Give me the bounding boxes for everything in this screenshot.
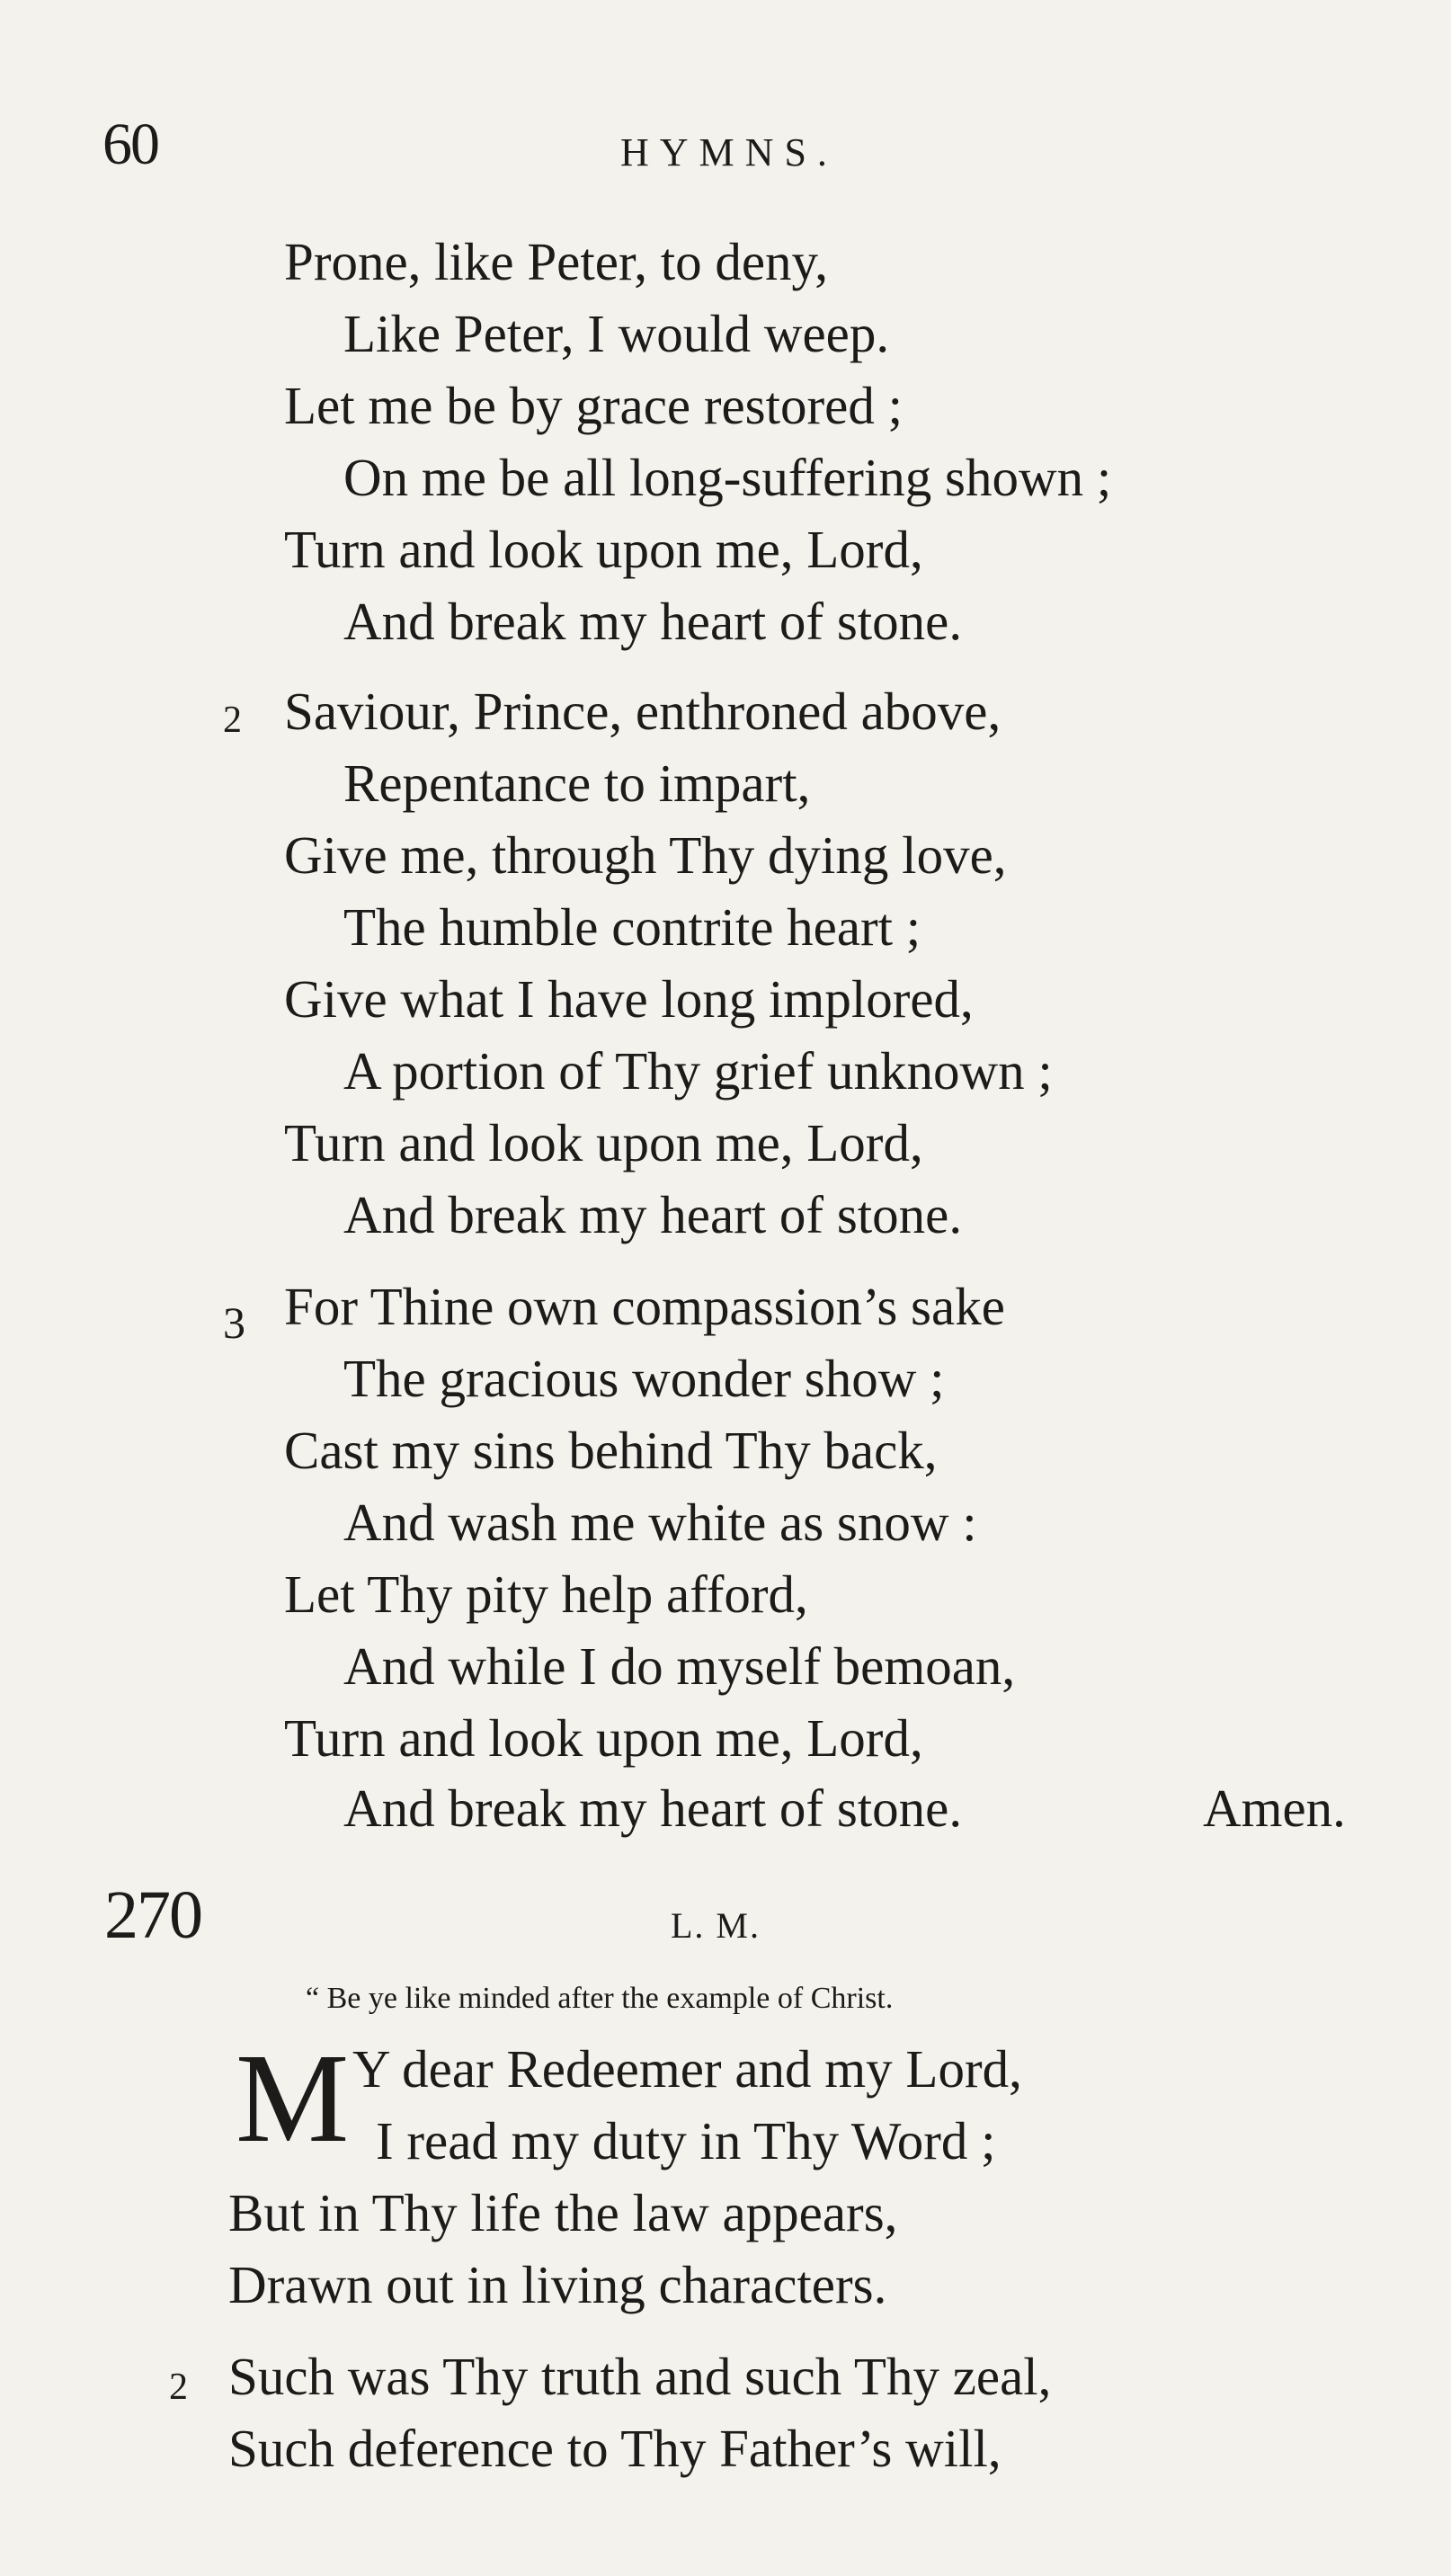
hymn-line: Turn and look upon me, Lord, — [284, 1708, 923, 1768]
hymn-line: On me be all long-suffering shown ; — [343, 448, 1112, 507]
hymn-line: Let me be by grace restored ; — [284, 376, 904, 435]
hymn-line: And break my heart of stone. — [343, 1778, 963, 1838]
amen: Amen. — [1203, 1778, 1346, 1838]
hymn-line: A portion of Thy grief unknown ; — [343, 1041, 1053, 1101]
hymn-line: And wash me white as snow : — [343, 1493, 977, 1552]
hymn-line: Let Thy pity help afford, — [284, 1564, 808, 1624]
verse-number: 2 — [169, 2367, 188, 2408]
drop-cap: M — [236, 2027, 350, 2169]
hymn-line: And break my heart of stone. — [343, 592, 963, 651]
hymn-line: The humble contrite heart ; — [343, 897, 921, 957]
hymn-line: For Thine own compassion’s sake — [284, 1277, 1005, 1336]
hymn-line: Cast my sins behind Thy back, — [284, 1421, 938, 1480]
hymn-line: Such deference to Thy Father’s will, — [228, 2419, 1001, 2478]
hymn-line: Give what I have long implored, — [284, 969, 974, 1029]
hymn-line: Turn and look upon me, Lord, — [284, 1113, 923, 1172]
hymn-line: Such was Thy truth and such Thy zeal, — [228, 2347, 1052, 2406]
hymn-line: Like Peter, I would weep. — [343, 304, 890, 363]
hymn-line: I read my duty in Thy Word ; — [376, 2111, 996, 2170]
hymn-line: And break my heart of stone. — [343, 1185, 963, 1244]
hymn-line: But in Thy life the law appears, — [228, 2183, 898, 2242]
hymn-line: Drawn out in living characters. — [228, 2255, 887, 2314]
hymn-line: Repentance to impart, — [343, 753, 811, 813]
hymn-line: Give me, through Thy dying love, — [284, 825, 1007, 885]
hymn-epigraph: “ Be ye like minded after the example of Christ. — [306, 1982, 894, 2015]
page-number: 60 — [102, 111, 158, 177]
hymn-line: Saviour, Prince, enthroned above, — [284, 682, 1001, 741]
hymn-meter: L. M. — [671, 1905, 761, 1946]
hymn-line: Prone, like Peter, to deny, — [284, 232, 828, 291]
running-head: HYMNS. — [620, 130, 838, 174]
verse-number: 2 — [223, 700, 242, 741]
hymn-line: Turn and look upon me, Lord, — [284, 520, 923, 579]
hymn-number: 270 — [104, 1877, 201, 1953]
hymn-line: The gracious wonder show ; — [343, 1349, 945, 1408]
hymn-line: Y dear Redeemer and my Lord, — [352, 2039, 1022, 2099]
hymn-line: And while I do myself bemoan, — [343, 1636, 1016, 1696]
verse-number: 3 — [223, 1297, 245, 1348]
